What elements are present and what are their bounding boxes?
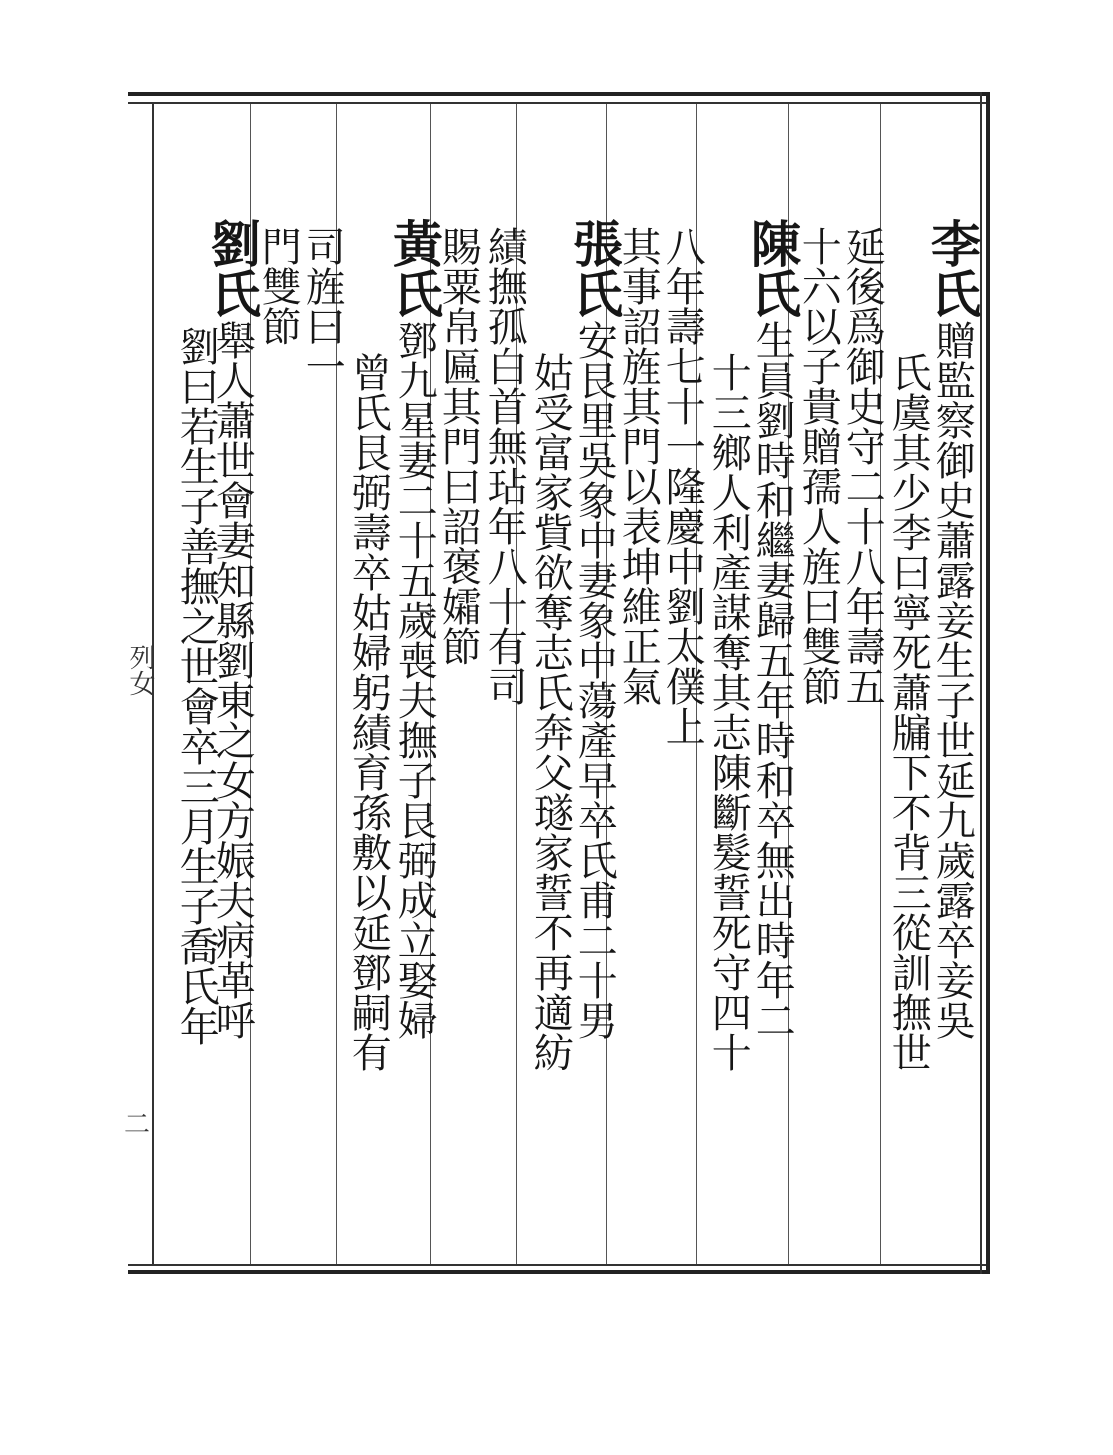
column-text: 十六以子貴贈孺人旌曰雙節 xyxy=(795,226,842,706)
text-column-14 xyxy=(342,352,394,1072)
column-text: 贈監察御史蕭露妾生子世延九歲露卒妾吳 xyxy=(929,320,976,1040)
column-text: 十三鄉人利產謀奪其志陳斷髮誓死守四十 xyxy=(705,352,752,1072)
person-name: 陳氏 xyxy=(743,218,802,318)
column-text: 氏虞其少李曰寧死蕭牖下不背三從訓撫世 xyxy=(885,352,932,1072)
person-name: 黃氏 xyxy=(385,218,444,318)
column-text: 生員劉時和繼妻歸五年時和卒無出時年二 xyxy=(749,320,796,1040)
frame-top-rule xyxy=(128,92,990,104)
column-text: 鄧九星妻二十五歲喪夫撫子艮弼成立娶婦 xyxy=(391,320,438,1040)
column-text: 其事詔旌其門以表坤維正氣 xyxy=(615,226,662,706)
text-column-18 xyxy=(170,326,222,1046)
column-text: 績撫孤白首無玷年八十有司 xyxy=(481,226,528,706)
text-column-2 xyxy=(882,352,934,1072)
text-column-6 xyxy=(702,352,754,1072)
column-text: 曾氏艮弼壽卒姑婦躬績育孫敷以延鄧嗣有 xyxy=(345,352,392,1072)
person-name: 李氏 xyxy=(923,218,982,318)
text-column-13 xyxy=(385,218,444,1040)
column-text: 門雙節 xyxy=(255,226,302,346)
frame-bottom-rule xyxy=(128,1264,990,1274)
column-text: 賜粟帛匾其門曰詔褒孀節 xyxy=(435,226,482,666)
person-name: 張氏 xyxy=(565,218,624,318)
text-column-10 xyxy=(524,352,576,1072)
person-name: 劉氏 xyxy=(203,218,262,318)
column-text: 安艮里吳象中妻象中蕩產早卒氏甫二十男 xyxy=(571,320,618,1040)
column-text: 姑受富家貲欲奪志氏奔父璲家誓不再適紡 xyxy=(527,352,574,1072)
column-text: 司旌曰一 xyxy=(299,226,346,386)
column-text: 劉曰若生子善撫之世會卒三月生子喬氏年 xyxy=(173,326,220,1046)
column-text: 八年壽七十一隆慶中劉太僕上 xyxy=(659,226,706,746)
margin-title: 列女 xyxy=(125,644,155,696)
text-column-11 xyxy=(478,226,530,706)
page-number: 二 xyxy=(124,1110,151,1140)
column-text: 延後爲御史守二十八年壽五 xyxy=(839,226,886,706)
column-text: 舉人蕭世會妻知縣劉東之女方娠夫病革呼 xyxy=(209,320,256,1040)
